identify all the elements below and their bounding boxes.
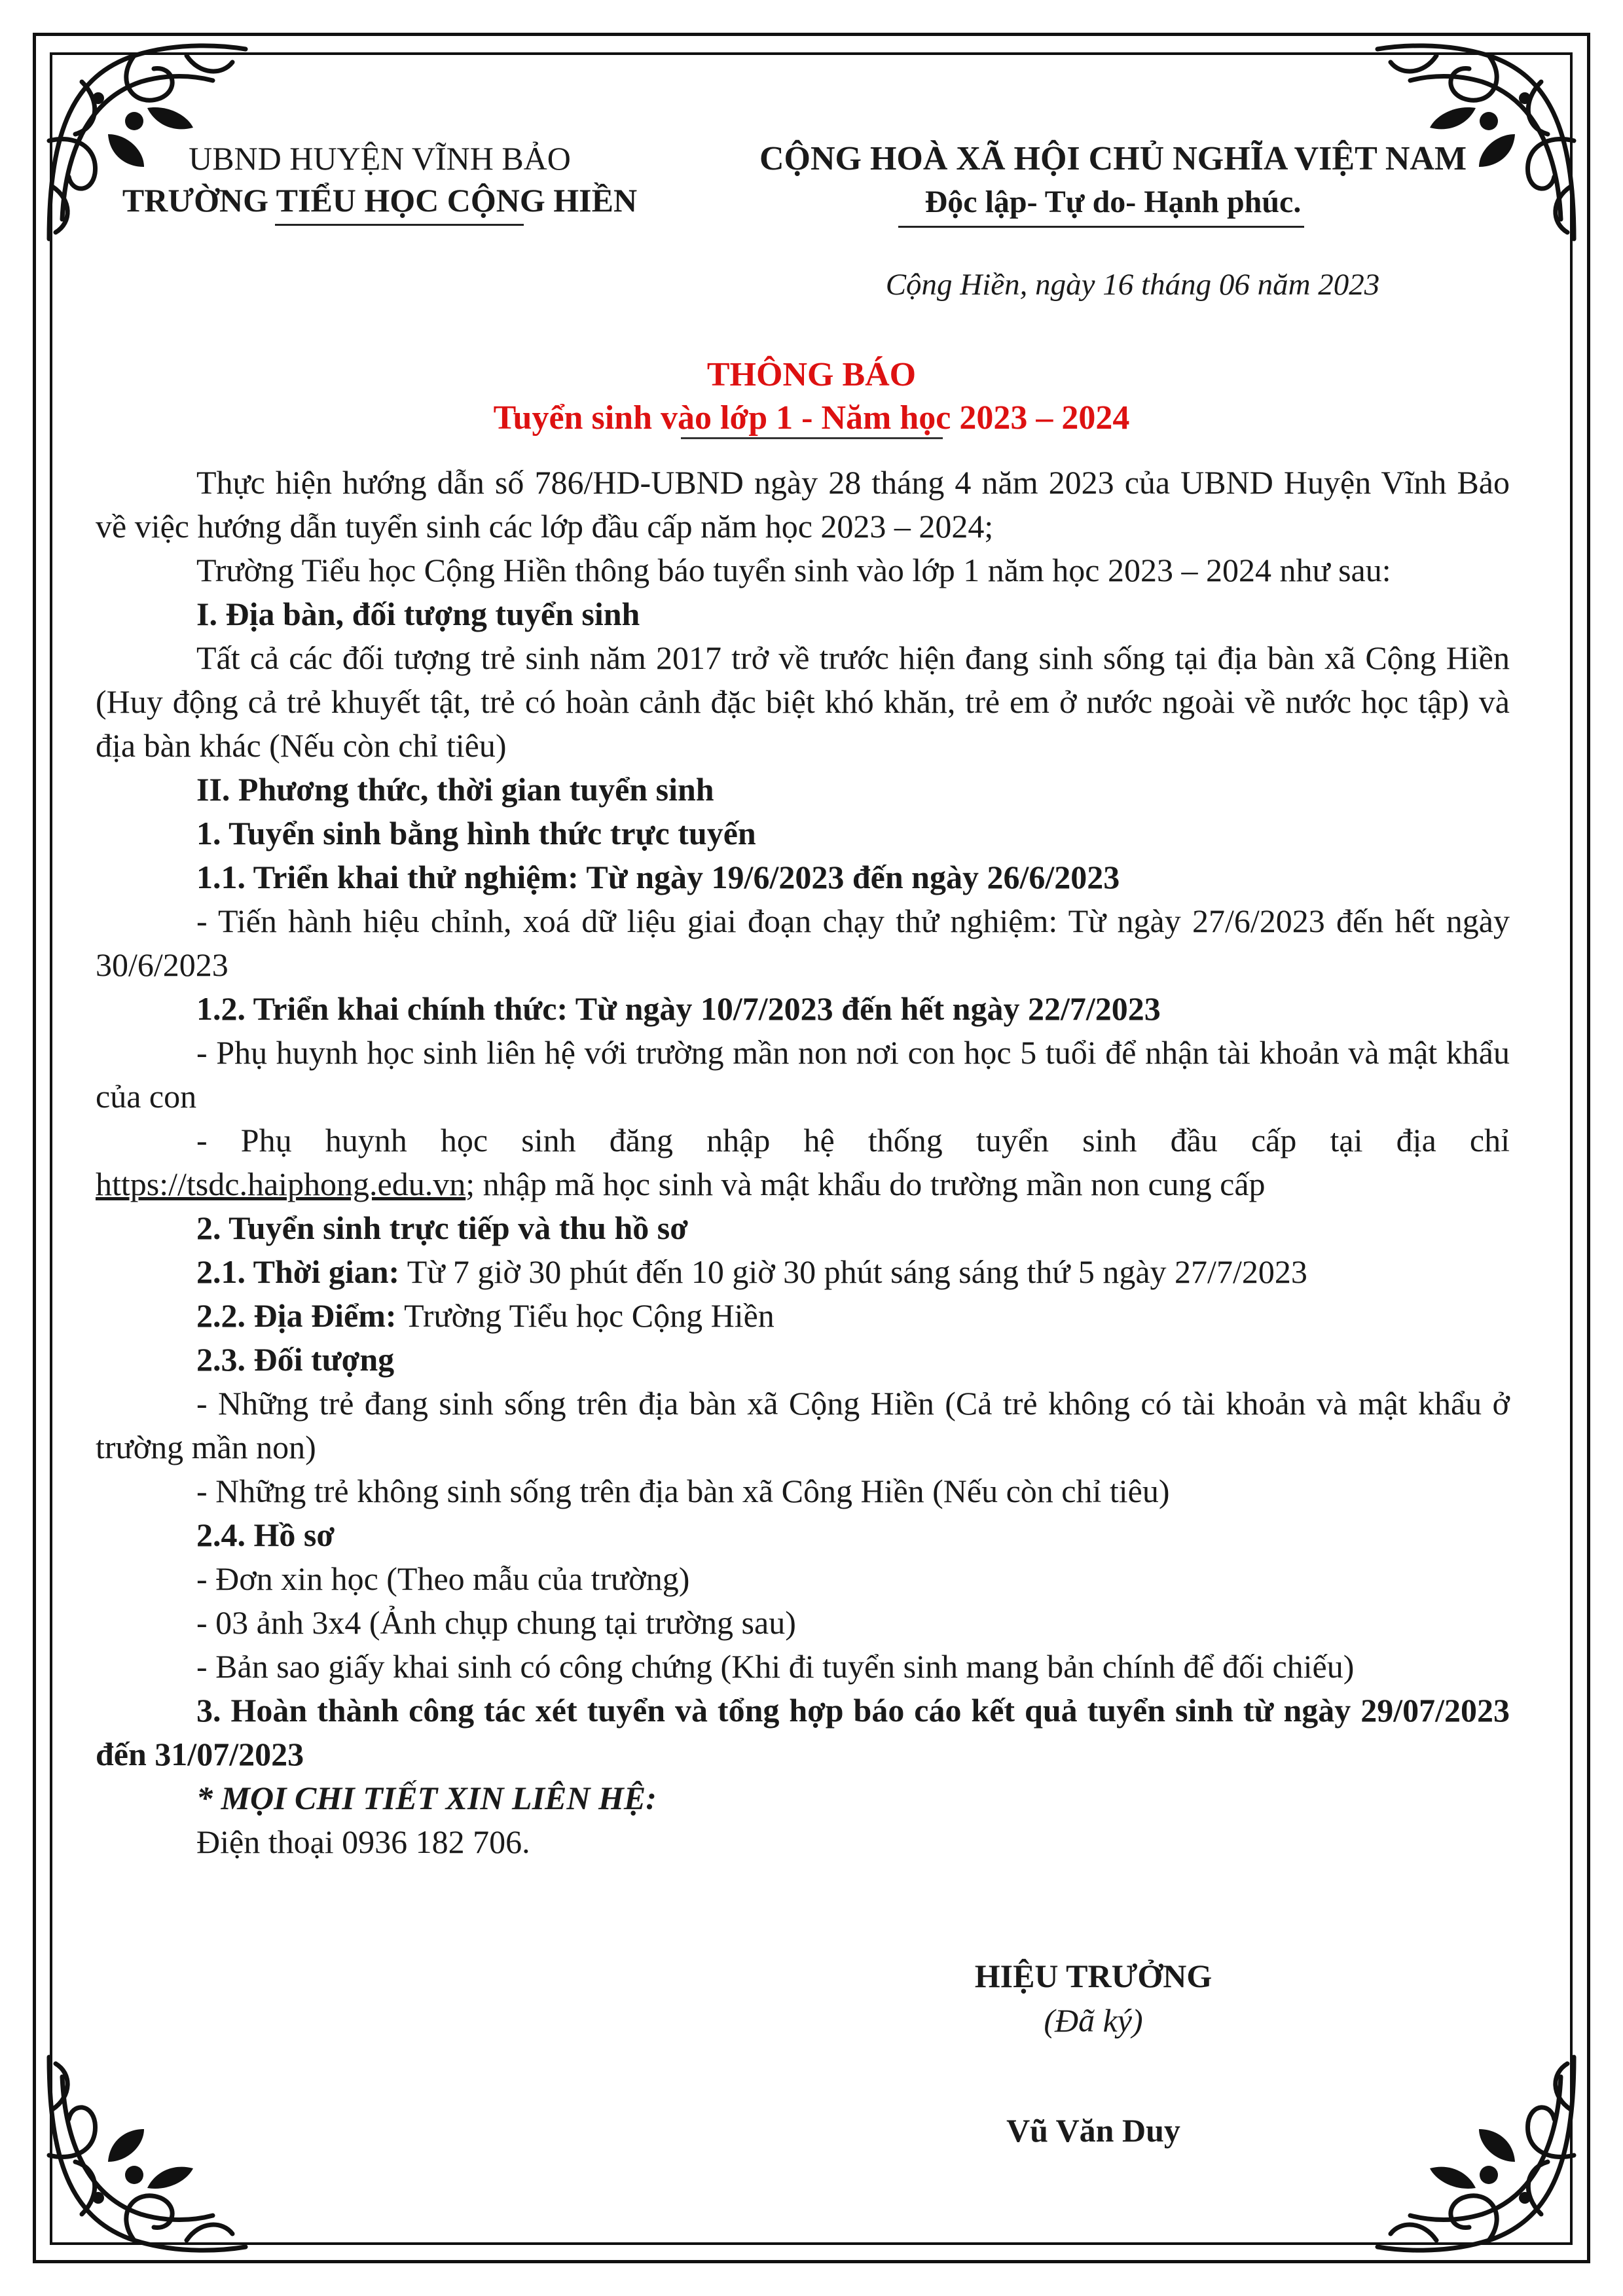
enrollment-portal-link[interactable]: https://tsdc.haiphong.edu.vn [96, 1166, 466, 1202]
signer-name: Vũ Văn Duy [1006, 2112, 1180, 2149]
notice-body [96, 461, 1510, 1864]
paragraph-location [96, 1294, 1510, 1338]
title-underline [681, 437, 943, 439]
title-main: THÔNG BÁO [706, 356, 917, 393]
section-heading-2: II. Phương thức, thời gian tuyển sinh [196, 771, 714, 808]
login-text-pre: - Phụ huynh học sinh đăng nhập hệ thống tuyển sinh đầu cấp tại địa chỉ [196, 1122, 1510, 1158]
paragraph-trial-correction: - Tiến hành hiệu chỉnh, xoá dữ liệu giai đoạn chạy thử nghiệm: Từ ngày 27/6/2023 đến hết ngày 30/6/2023 [96, 903, 1510, 983]
subheading-official: 1.2. Triển khai chính thức: Từ ngày 10/7/2023 đến hết ngày 22/7/2023 [196, 990, 1161, 1027]
list-item-application: - Đơn xin học (Theo mẫu của trường) [196, 1560, 690, 1597]
section-heading-1: I. Địa bàn, đối tượng tuyển sinh [196, 596, 640, 632]
org-underline [275, 224, 524, 226]
paragraph-guidance: Thực hiện hướng dẫn số 786/HD-UBND ngày 28 tháng 4 năm 2023 của UBND Huyện Vĩnh Bảo về việc hướng dẫn tuyển sinh các lớp đầu cấp năm học 2023 – 2024; [96, 464, 1510, 545]
signature-note: (Đã ký) [1044, 2002, 1143, 2039]
section-heading-3: 3. Hoàn thành công tác xét tuyển và tổng hợp báo cáo kết quả tuyển sinh từ ngày 29/07/2023 đến 31/07/2023 [96, 1692, 1510, 1772]
list-item-birth-certificate: - Bản sao giấy khai sinh có công chứng (Khi đi tuyển sinh mang bản chính để đối chiếu) [196, 1648, 1355, 1685]
corner-ornament-bottom-right [1371, 2044, 1587, 2260]
org-line-1: UBND HUYỆN VĨNH BẢO [189, 140, 571, 177]
location-label: 2.2. Địa Điểm: [196, 1297, 397, 1334]
national-motto [707, 137, 1519, 224]
subheading-subjects: 2.3. Đối tượng [196, 1341, 395, 1378]
subheading-documents: 2.4. Hồ sơ [196, 1516, 335, 1553]
document-title [0, 353, 1623, 440]
signature-block [910, 1954, 1277, 2153]
time-label: 2.1. Thời gian: [196, 1253, 400, 1290]
issuing-organization [85, 137, 674, 221]
contact-phone: Điện thoại 0936 182 706. [196, 1823, 530, 1860]
login-text-post: ; nhập mã học sinh và mật khẩu do trường mần non cung cấp [465, 1166, 1266, 1202]
nation-line-2: Độc lập- Tự do- Hạnh phúc. [924, 185, 1302, 219]
signer-role: HIỆU TRƯỞNG [974, 1958, 1213, 1994]
paragraph-subject-other: - Những trẻ không sinh sống trên địa bàn xã Công Hiền (Nếu còn chỉ tiêu) [196, 1473, 1170, 1509]
subheading-trial: 1.1. Triển khai thử nghiệm: Từ ngày 19/6/2023 đến ngày 26/6/2023 [196, 859, 1120, 895]
org-line-2: TRƯỜNG TIỂU HỌC CỘNG HIỀN [122, 182, 638, 219]
location-value: Trường Tiểu học Cộng Hiền [396, 1297, 775, 1334]
paragraph-login [96, 1119, 1510, 1206]
paragraph-time [96, 1250, 1510, 1294]
list-item-photos: - 03 ảnh 3x4 (Ảnh chụp chung tại trường sau) [196, 1604, 796, 1641]
paragraph-eligibility: Tất cả các đối tượng trẻ sinh năm 2017 trở về trước hiện đang sinh sống tại địa bàn xã Cộng Hiền (Huy động cả trẻ khuyết tật, trẻ có hoàn cảnh đặc biệt khó khăn, trẻ em ở nước ngoài về nước học tập) và địa bàn khác (Nếu còn chỉ tiêu) [96, 639, 1510, 764]
subheading-direct: 2. Tuyển sinh trực tiếp và thu hồ sơ [196, 1210, 688, 1246]
nation-line-1: CỘNG HOÀ XÃ HỘI CHỦ NGHĨA VIỆT NAM [759, 140, 1467, 177]
time-value: Từ 7 giờ 30 phút đến 10 giờ 30 phút sáng sáng thứ 5 ngày 27/7/2023 [399, 1253, 1307, 1290]
paragraph-contact-kindergarten: - Phụ huynh học sinh liên hệ với trường mần non nơi con học 5 tuổi để nhận tài khoản và mật khẩu của con [96, 1034, 1510, 1115]
date-line: Cộng Hiền, ngày 16 tháng 06 năm 2023 [885, 268, 1380, 302]
paragraph-announcement: Trường Tiểu học Cộng Hiền thông báo tuyển sinh vào lớp 1 năm học 2023 – 2024 như sau: [196, 552, 1391, 588]
corner-ornament-bottom-left [36, 2044, 252, 2260]
title-sub: Tuyển sinh vào lớp 1 - Năm học 2023 – 2024 [493, 399, 1130, 437]
contact-heading: * MỌI CHI TIẾT XIN LIÊN HỆ: [196, 1780, 657, 1816]
paragraph-subject-local: - Những trẻ đang sinh sống trên địa bàn xã Cộng Hiền (Cả trẻ không có tài khoản và mật khẩu ở trường mần non) [96, 1385, 1510, 1465]
subheading-online: 1. Tuyển sinh bằng hình thức trực tuyến [196, 815, 756, 852]
motto-underline [898, 226, 1304, 228]
